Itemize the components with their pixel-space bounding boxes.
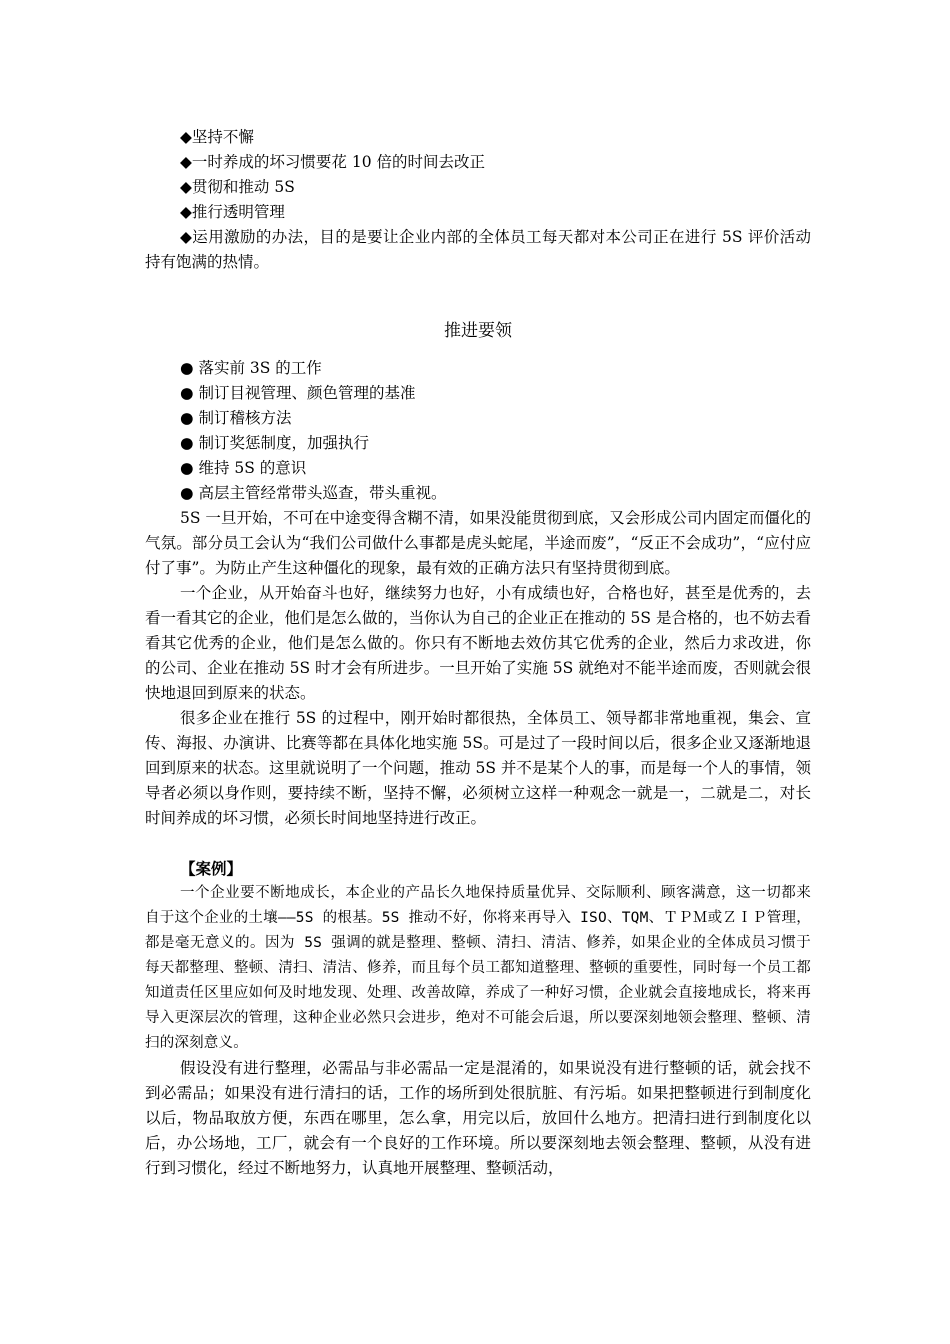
intro-bullet: ◆推行透明管理 xyxy=(180,203,285,221)
case-label: 【案例】 xyxy=(180,859,243,878)
intro-bullet-long: ◆运用激励的办法，目的是要让企业内部的全体员工每天都对本公司正在进行 5S 评价活动持有饱满的热情。 xyxy=(145,228,811,271)
final-paragraph: 假设没有进行整理，必需品与非必需品一定是混淆的，如果说没有进行整顿的话，就会找不到必需品；如果没有进行清扫的话，工作的场所到处很肮脏、有污垢。如果把整顿进行到制度化以后，物品取放方便，东西在哪里，怎么拿，用完以后，放回什么地方。把清扫进行到制度化以后，办公场地，工厂，就会有一个良好的工作环境。所以要深刻地去领会整理、整顿，从没有进行到习惯化，经过不断地努力，认真地开展整理、整顿活动， xyxy=(145,1059,811,1177)
intro-bullet-list xyxy=(145,125,811,275)
key-point: ● 维持 5S 的意识 xyxy=(180,459,307,477)
key-point: ● 高层主管经常带头巡查，带头重视。 xyxy=(180,484,447,502)
body-paragraph: 很多企业在推行 5S 的过程中，刚开始时都很热，全体员工、领导都非常地重视，集会、宣传、海报、办演讲、比赛等都在具体化地实施 5S。可是过了一段时间以后，很多企业又逐渐地退回到原来的状态。这里就说明了一个问题，推动 5S 并不是某个人的事，而是每一个人的事情，领导者必须以身作则，要持续不断，坚持不懈，必须树立这样一种观念一就是一，二就是二，对长时间养成的坏习惯，必须长时间地坚持进行改正。 xyxy=(145,709,811,827)
body-paragraph: 5S 一旦开始，不可在中途变得含糊不清，如果没能贯彻到底，又会形成公司内固定而僵化的气氛。部分员工会认为“我们公司做什么事都是虎头蛇尾，半途而废”，“反正不会成功”，“应付应付了事”。为防止产生这种僵化的现象，最有效的正确方法只有坚持贯彻到底。 xyxy=(145,509,811,577)
key-point: ● 制订稽核方法 xyxy=(180,409,292,427)
key-point: ● 制订目视管理、颜色管理的基准 xyxy=(180,384,416,402)
section-title: 推进要领 xyxy=(444,321,512,341)
intro-bullet: ◆坚持不懈 xyxy=(180,128,254,146)
intro-bullet: ◆一时养成的坏习惯要花 10 倍的时间去改正 xyxy=(180,153,485,171)
body-paragraph: 一个企业，从开始奋斗也好，继续努力也好，小有成绩也好，合格也好，甚至是优秀的，去看一看其它的企业，他们是怎么做的，当你认为自己的企业正在推动的 5S 是合格的，也不妨去看看其它优秀的企业，他们是怎么做的。你只有不断地去效仿其它优秀的企业，然后力求改进，你的公司、企业在推动 5S 时才会有所进步。一旦开始了实施 5S 就绝对不能半途而废，否则就会很快地退回到原来的状态。 xyxy=(145,584,811,702)
case-paragraph: 一个企业要不断地成长，本企业的产品长久地保持质量优异、交际顺利、顾客满意，这一切都来自于这个企业的土壤——5S 的根基。5S 推动不好，你将来再导入 ISO、TQM、ＴＰＭ或ＺＩＰ管理，都是毫无意义的。因为 5S 强调的就是整理、整顿、清扫、清洁、修养，如果企业的全体成员习惯于每天都整理、整顿、清扫、清洁、修养，而且每个员工都知道整理、整顿的重要性，同时每一个员工都知道责任区里应如何及时地发现、处理、改善故障，养成了一种好习惯，企业就会直接地成长，将来再导入更深层次的管理，这种企业必然只会进步，绝对不可能会后退，所以要深刻地领会整理、整顿、清扫的深刻意义。 xyxy=(145,885,811,1051)
key-point: ● 制订奖惩制度，加强执行 xyxy=(180,434,369,452)
intro-bullet: ◆贯彻和推动 5S xyxy=(180,178,295,196)
document-page xyxy=(145,125,811,1181)
key-point: ● 落实前 3S 的工作 xyxy=(180,359,322,377)
key-points-list xyxy=(145,356,811,506)
